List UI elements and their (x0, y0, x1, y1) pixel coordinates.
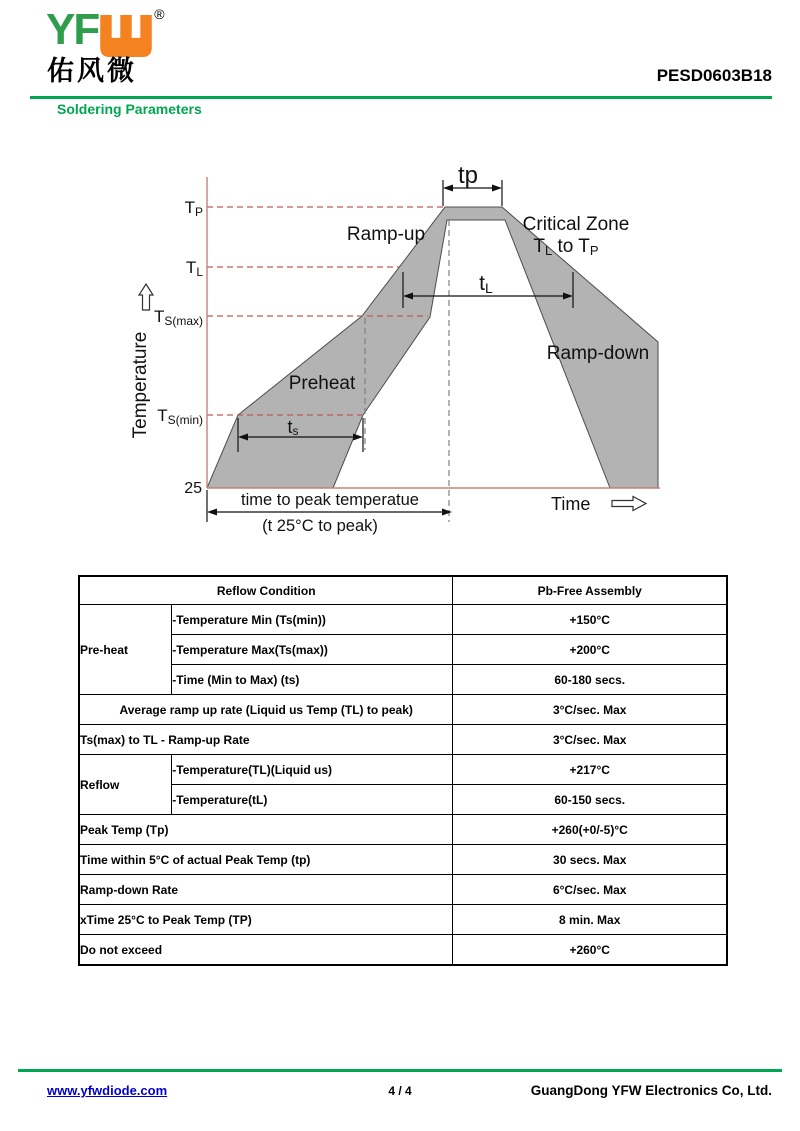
table-cell-label: Ts(max) to TL - Ramp-up Rate (79, 725, 453, 755)
table-row (79, 695, 727, 725)
axis-label-tl: TL (185, 258, 203, 279)
ts-dim-label: ts (287, 417, 299, 438)
tp-dim-label: tp (457, 162, 479, 189)
time-to-peak-label-line2: (t 25°C to peak) (262, 517, 378, 535)
table-cell-value: 3°C/sec. Max (453, 725, 727, 755)
footer-divider (18, 1069, 782, 1072)
logo-yf-text: YF (46, 5, 99, 54)
table-cell-value: +260°C (453, 935, 727, 966)
table-row (79, 785, 727, 815)
table-cell-value: 6°C/sec. Max (453, 875, 727, 905)
table-cell-label: -Temperature(tL) (172, 785, 453, 815)
table-cell-value: +200°C (453, 635, 727, 665)
section-title: Soldering Parameters (57, 101, 202, 117)
table-cell-label: Average ramp up rate (Liquid us Temp (TL) to peak) (79, 695, 453, 725)
page-number: 4 / 4 (388, 1084, 412, 1098)
table-cell-value: +217°C (453, 755, 727, 785)
group-cell-reflow: Reflow (79, 755, 172, 815)
table-row (79, 815, 727, 845)
table-cell-value: 60-180 secs. (453, 665, 727, 695)
critical-zone-label-line2: TL to TP (533, 236, 599, 258)
y-axis-title: Temperature (130, 331, 151, 439)
table-cell-label: Peak Temp (Tp) (79, 815, 453, 845)
table-cell-value: +150°C (453, 605, 727, 635)
reflow-table-container (78, 575, 728, 966)
axis-label-tp: TP (184, 198, 203, 219)
registered-trademark-icon: ® (154, 6, 165, 22)
tl-dim-label: tL (479, 272, 493, 296)
up-arrow-icon (139, 284, 153, 310)
table-row (79, 605, 727, 635)
table-row (79, 845, 727, 875)
table-cell-value: 8 min. Max (453, 905, 727, 935)
table-cell-label: Time within 5°C of actual Peak Temp (tp) (79, 845, 453, 875)
x-axis-title: Time (551, 494, 591, 514)
table-cell-label: -Temperature(TL)(Liquid us) (172, 755, 453, 785)
time-to-peak-label-line1: time to peak temperatue (241, 491, 419, 509)
table-row (79, 725, 727, 755)
axis-origin-label: 25 (184, 480, 202, 497)
reflow-profile-diagram (0, 0, 800, 560)
group-cell-preheat: Pre-heat (79, 605, 172, 695)
ramp-down-label: Ramp-down (546, 343, 650, 364)
table-cell-value: 3°C/sec. Max (453, 695, 727, 725)
preheat-label: Preheat (288, 373, 356, 394)
right-arrow-icon (612, 497, 646, 511)
table-cell-value: +260(+0/-5)°C (453, 815, 727, 845)
table-cell-label: -Temperature Max(Ts(max)) (172, 635, 453, 665)
axis-label-tsmax: TS(max) (153, 307, 203, 328)
website-link[interactable]: www.yfwdiode.com (47, 1083, 168, 1098)
table-row (79, 875, 727, 905)
table-row (79, 635, 727, 665)
ramp-up-label: Ramp-up (346, 224, 426, 245)
table-cell-value: 30 secs. Max (453, 845, 727, 875)
table-header-row (79, 576, 727, 605)
table-cell-label: -Temperature Min (Ts(min)) (172, 605, 453, 635)
table-cell-label: Do not exceed (79, 935, 453, 966)
axis-label-tsmin: TS(min) (157, 406, 203, 427)
table-cell-label: -Time (Min to Max) (ts) (172, 665, 453, 695)
table-row (79, 755, 727, 785)
table-cell-label: xTime 25°C to Peak Temp (TP) (79, 905, 453, 935)
table-row (79, 665, 727, 695)
critical-zone-label-line1: Critical Zone (522, 214, 630, 235)
header-reflow-condition: Reflow Condition (79, 576, 453, 605)
table-row (79, 905, 727, 935)
header-pb-free-assembly: Pb-Free Assembly (453, 576, 727, 605)
table-cell-label: Ramp-down Rate (79, 875, 453, 905)
table-row (79, 935, 727, 966)
company-name: GuangDong YFW Electronics Co, Ltd. (530, 1083, 772, 1098)
table-cell-value: 60-150 secs. (453, 785, 727, 815)
logo-chinese-text: 佑风微 (47, 56, 137, 87)
part-number: PESD0603B18 (656, 66, 772, 85)
reflow-table (78, 575, 728, 966)
